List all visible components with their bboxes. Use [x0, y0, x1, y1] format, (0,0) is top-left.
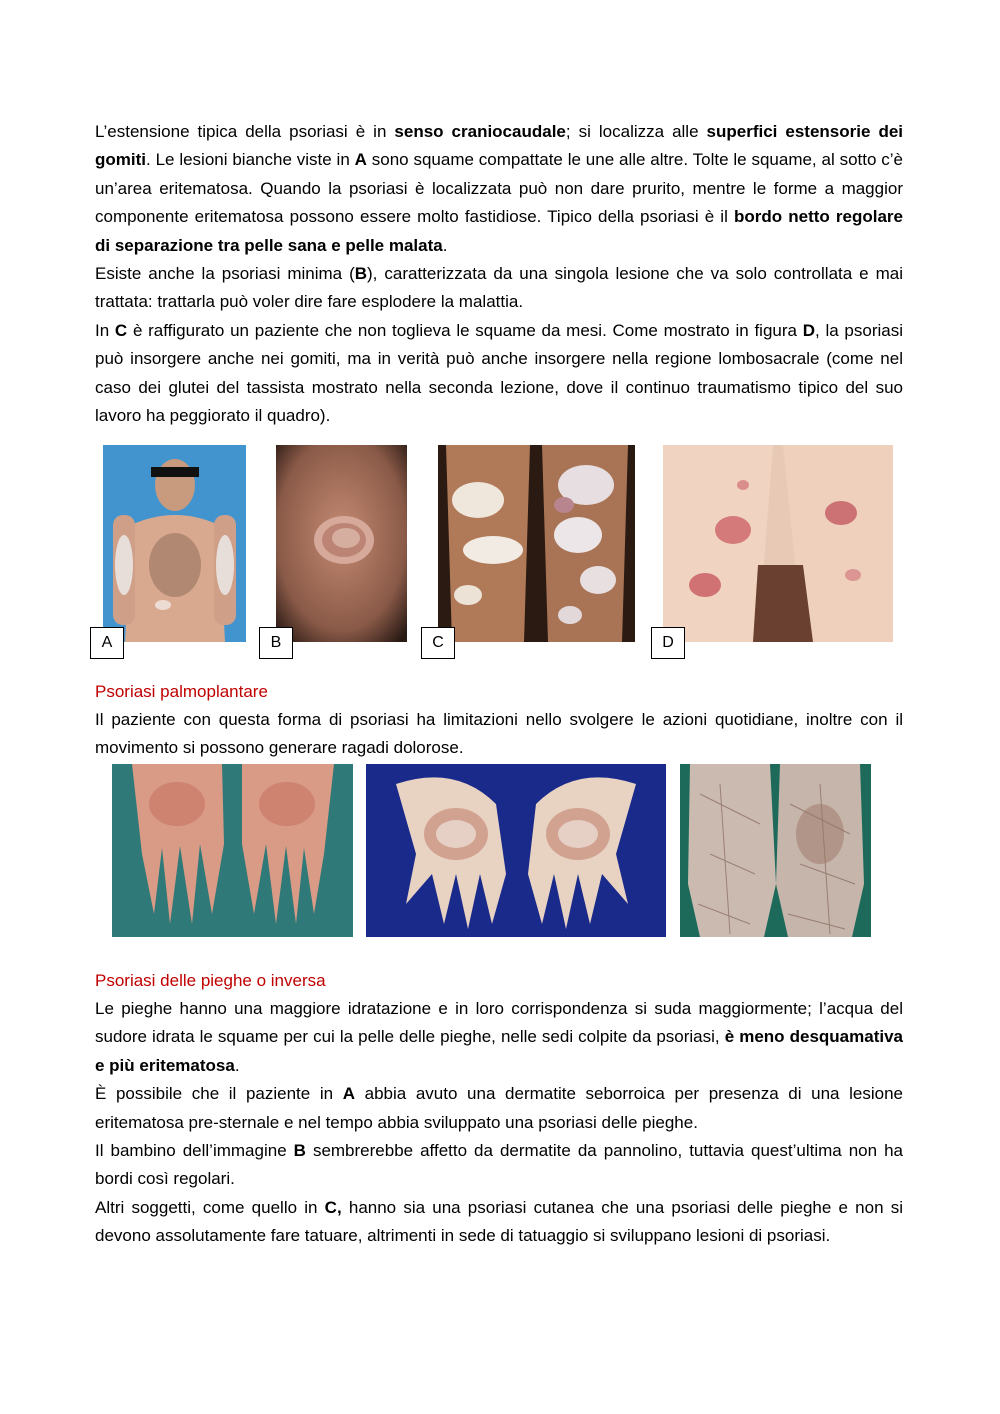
text-run: Le pieghe hanno una maggiore idratazione e in loro corrispondenza si suda maggiormente; l’acqua del sudore idrata le squame per cui la pelle delle pieghe, nelle sedi colpite da psoriasi, — [95, 999, 903, 1047]
text-run: sembrerebbe affetto da dermatite da pannolino, tuttavia quest’ultima non ha bordi così regolari. — [95, 1141, 903, 1189]
text-run: . Le lesioni bianche viste in — [146, 150, 355, 170]
palmoplantare-text — [95, 706, 903, 763]
text-run: , la psoriasi può insorgere anche nei gomiti, ma in verità può anche insorgere nella regione lombosacrale (come nel caso dei glutei del tassista mostrato nella seconda lezione, dove il continuo traumatismo tipico del suo lavoro ha peggiorato il quadro). — [95, 320, 904, 426]
text-run: ; si localizza alle — [565, 122, 707, 141]
text-run: In — [95, 320, 115, 340]
photo-d-elbows — [663, 445, 893, 642]
bold-text: è meno desquamativa e più eritematosa — [95, 1027, 903, 1075]
photo-soles-fissured — [680, 764, 871, 937]
photo-palms-erythema — [112, 764, 353, 937]
text-run: Il bambino dell’immagine — [95, 1141, 294, 1161]
text-run: L’estensione tipica della psoriasi è in — [95, 122, 395, 141]
text-run: È possibile che il paziente in — [95, 1084, 343, 1104]
bold-text: senso craniocaudale — [394, 122, 566, 141]
text-run: . — [442, 235, 448, 255]
text-run: hanno sia una psoriasi cutanea che una psoriasi delle pieghe e non si devono assolutamente fare tatuare, altrimenti in sede di tatuaggio si sviluppano lesioni di psoriasi. — [95, 1197, 903, 1246]
bold-text: C, — [324, 1197, 342, 1217]
intro-paragraph-1 — [95, 118, 903, 260]
figure-label-a: A — [90, 627, 124, 659]
intro-paragraph-2 — [95, 260, 903, 317]
text-run: sono squame compattate le une alle altre. Tolte le squame, al sotto c’è un’area eritematosa. Quando la psoriasi è localizzata può non dare prurito, mentre le forme a maggior componente eritematosa possono essere molto fastidiose. Tipico della psoriasi è il — [95, 150, 903, 227]
bold-text: A — [354, 150, 367, 170]
pieghe-text — [95, 995, 903, 1251]
text-run: ), caratterizzata da una singola lesione che va solo controllata e mai trattata: trattarla può voler dire fare esplodere la malattia. — [95, 264, 903, 312]
figure-label-b: B — [259, 627, 293, 659]
bold-text: B — [293, 1141, 306, 1161]
bold-text: C — [114, 320, 128, 340]
palmoplantare-paragraph-1 — [95, 706, 903, 763]
pieghe-paragraph-1 — [95, 995, 903, 1080]
photo-palms-scaly — [366, 764, 666, 937]
bold-text: bordo netto regolare di separazione tra pelle sana e pelle malata — [95, 207, 903, 255]
heading-palmoplantare: Psoriasi palmoplantare — [95, 682, 268, 701]
bold-text: A — [342, 1084, 355, 1104]
text-run: Esiste anche la psoriasi minima ( — [95, 264, 355, 284]
photo-a-patient-torso — [103, 445, 246, 642]
pieghe-paragraph-4 — [95, 1194, 903, 1251]
bold-text: B — [354, 264, 368, 284]
pieghe-paragraph-3 — [95, 1137, 903, 1194]
figure-label-c: C — [421, 627, 455, 659]
text-run: . — [234, 1055, 240, 1075]
text-run: Il paziente con questa forma di psoriasi ha limitazioni nello svolgere le azioni quotidiane, inoltre con il movimento si possono generare ragadi dolorose. — [95, 710, 903, 758]
intro-paragraph-3 — [95, 317, 903, 431]
text-run: è raffigurato un paziente che non toglieva le squame da mesi. Come mostrato in figura — [127, 320, 803, 340]
heading-pieghe: Psoriasi delle pieghe o inversa — [95, 971, 326, 990]
text-run: abbia avuto una dermatite seborroica per presenza di una lesione eritematosa pre-sternale e nel tempo abbia sviluppato una psoriasi delle pieghe. — [95, 1084, 903, 1132]
pieghe-paragraph-2 — [95, 1080, 903, 1137]
intro-text — [95, 118, 903, 430]
bold-text: superfici estensorie dei gomiti — [95, 122, 904, 170]
figure-label-d: D — [651, 627, 685, 659]
bold-text: D — [802, 320, 815, 340]
photo-c-scaly-legs — [438, 445, 635, 642]
photo-b-elbow-plaque — [276, 445, 407, 642]
text-run: Altri soggetti, come quello in — [95, 1197, 325, 1217]
